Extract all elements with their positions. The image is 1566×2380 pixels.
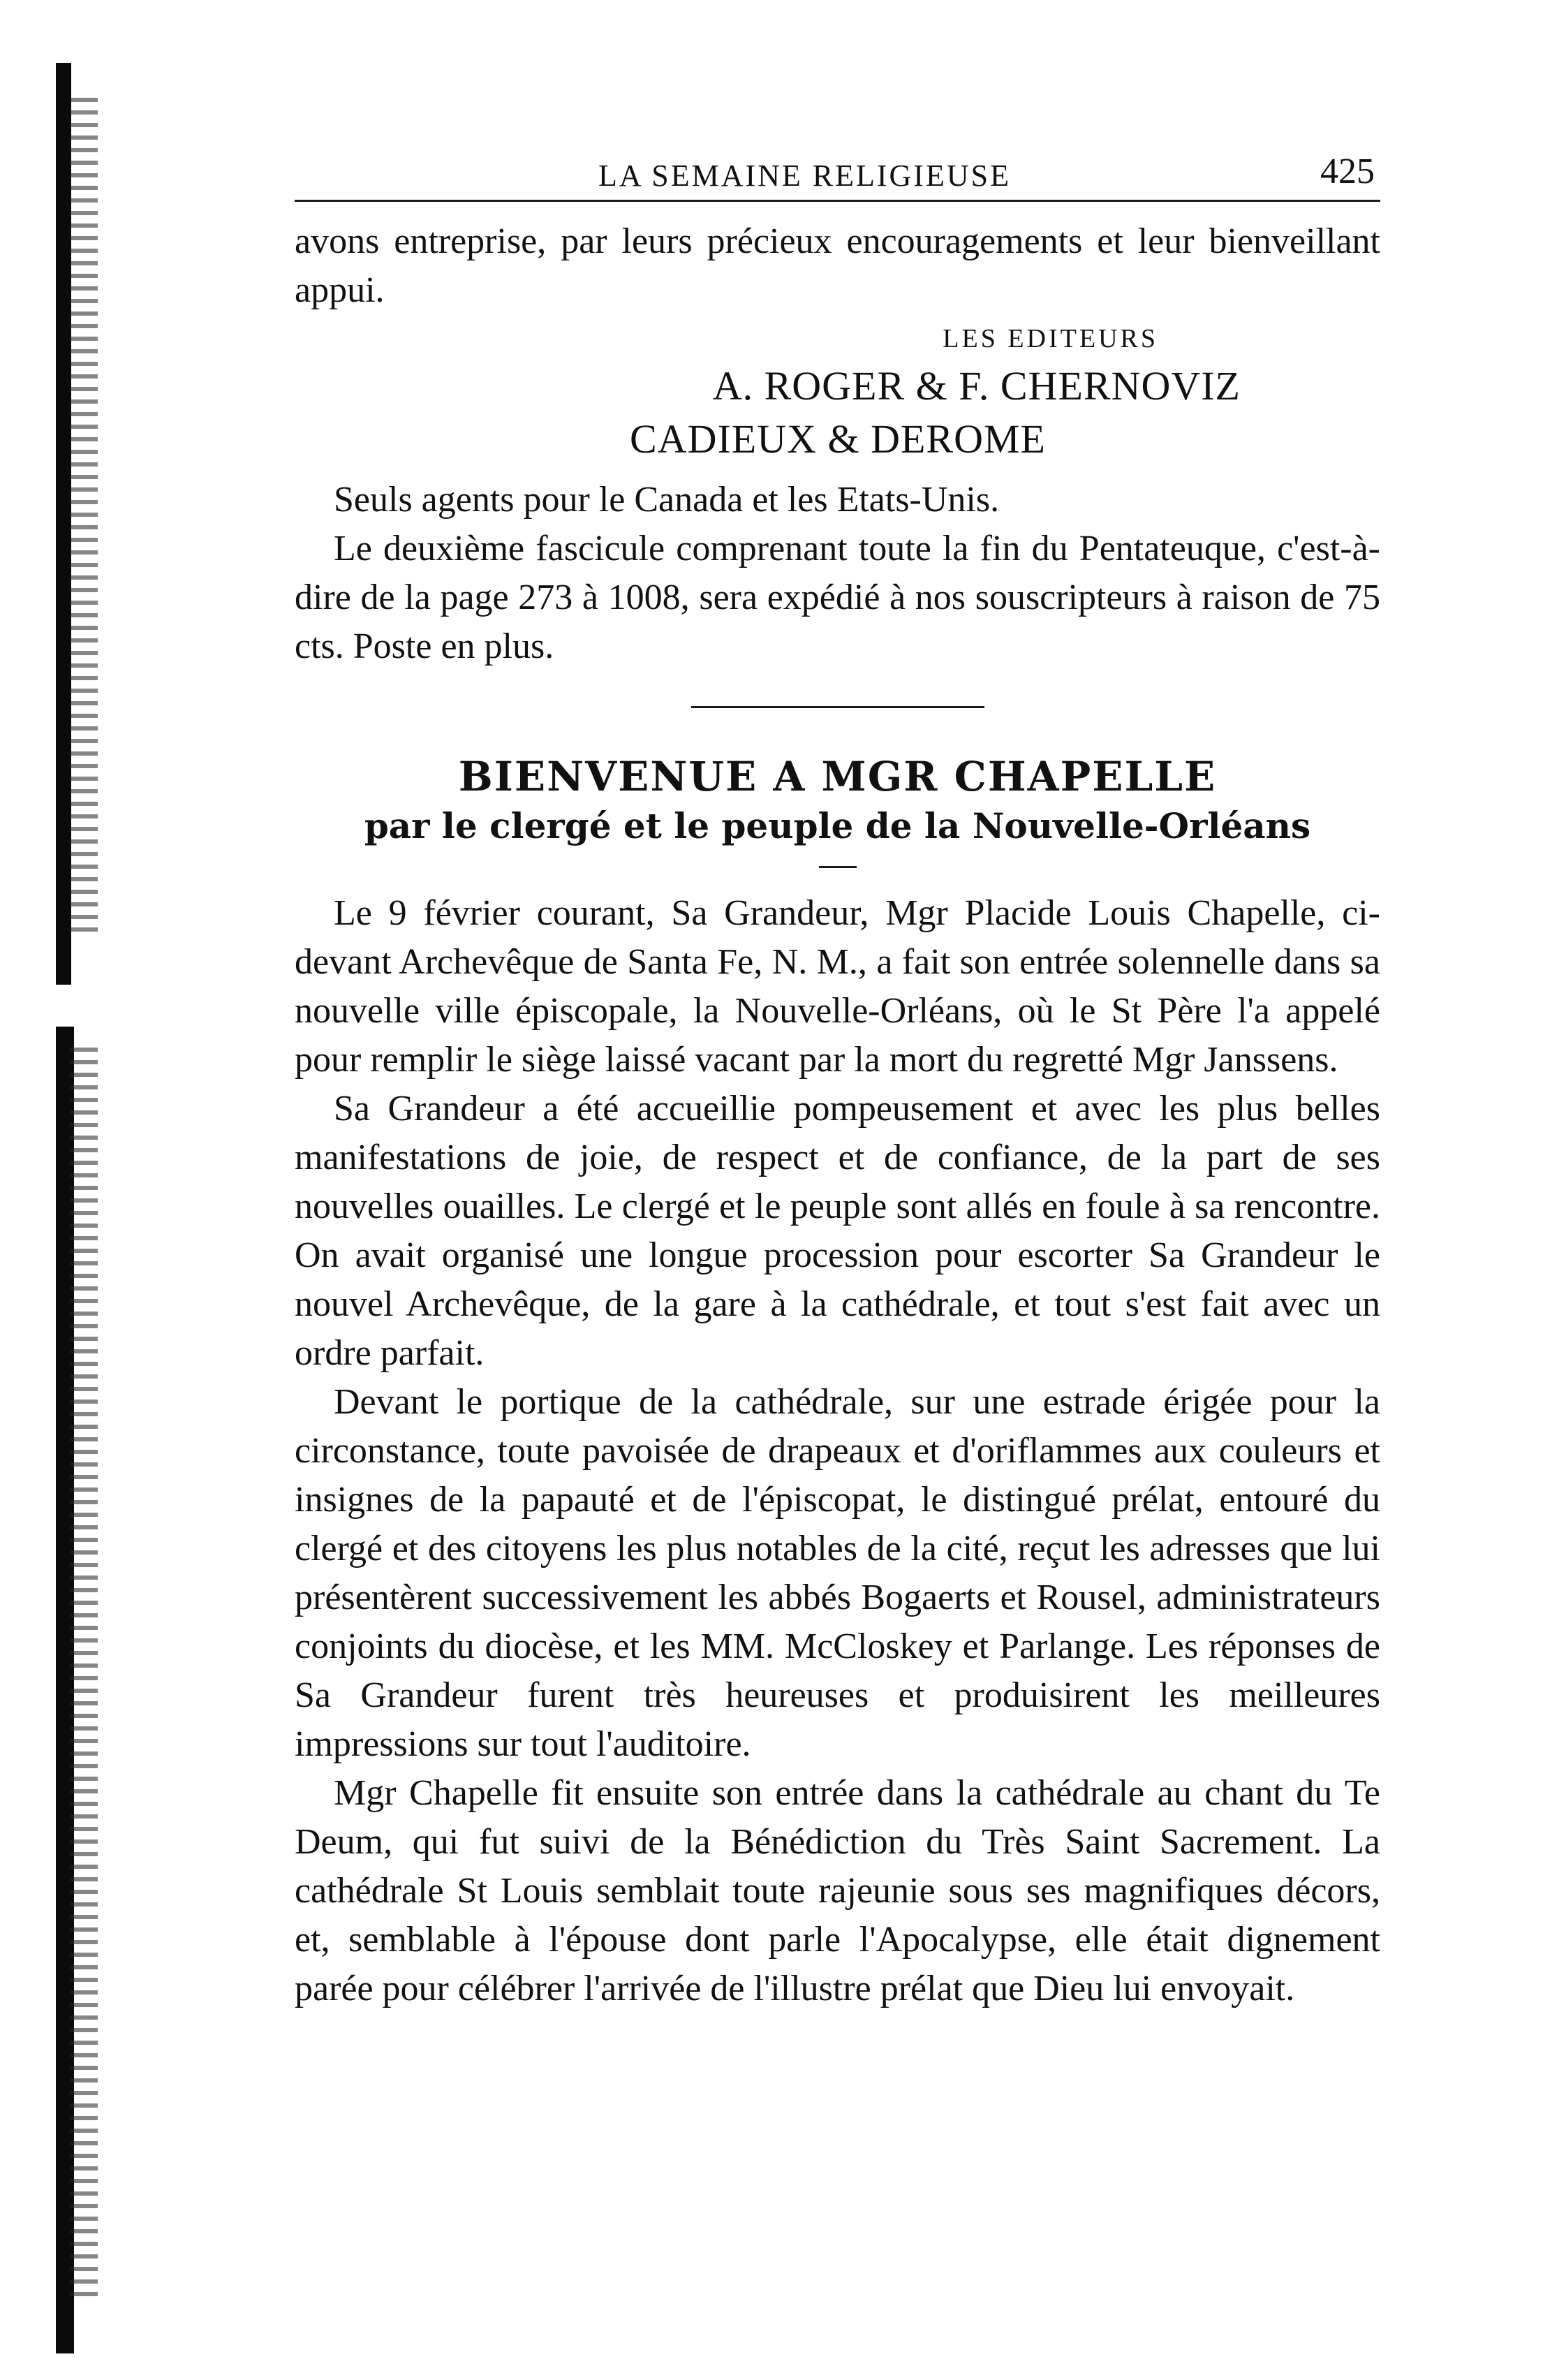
article-paragraph-2: Sa Grandeur a été accueillie pompeusement et avec les plus belles manifestations de joie, de respect et de confiance, de la part de ses nouvelles ouailles. Le clergé et le peuple sont allés en foule à sa rencontre. On avait organisé une longue procession pour escorter Sa Grandeur le nouvel Archevêque, de la gare à la cathédrale, et tout s'est fait avec un ordre parfait. xyxy=(295,1089,1380,1373)
fascicle-notice: Le deuxième fascicule comprenant toute la fin du Pentateuque, c'est-à-dire de la page 273 à 1008, sera expédié à nos souscripteurs à raison de 75 cts. Poste en plus. xyxy=(295,529,1380,666)
scan-binding-edge-upper xyxy=(56,63,71,985)
running-title: LA SEMAINE RELIGIEUSE xyxy=(598,159,1011,193)
header-rule xyxy=(295,200,1380,202)
editors-line-2: CADIEUX & DEROME xyxy=(630,416,1046,462)
editors-line-1: A. ROGER & F. CHERNOVIZ xyxy=(712,363,1241,409)
section-separator xyxy=(691,706,984,708)
title-dash xyxy=(819,866,857,868)
running-header xyxy=(295,147,1380,196)
article-title: BIENVENUE A MGR CHAPELLE xyxy=(458,753,1217,800)
page-number: 425 xyxy=(1320,152,1375,191)
editors-label: LES EDITEURS xyxy=(943,324,1158,353)
agents-notice: Seuls agents pour le Canada et les Etats-Unis. xyxy=(334,480,1000,520)
article-subtitle: par le clergé et le peuple de la Nouvelle-Orléans xyxy=(364,805,1311,846)
notice-continuation: avons entreprise, par leurs précieux encouragements et leur bienveillant appui. xyxy=(295,221,1380,310)
article-paragraph-1: Le 9 février courant, Sa Grandeur, Mgr Placide Louis Chapelle, ci-devant Archevêque de Santa Fe, N. M., a fait son entrée solennelle dans sa nouvelle ville épiscopale, la Nouvelle-Orléans, où le St Père l'a appelé pour remplir le siège laissé vacant par la mort du regretté Mgr Janssens. xyxy=(295,893,1380,1080)
book-page xyxy=(295,147,1380,2013)
scan-noise-upper xyxy=(70,98,98,936)
article-paragraph-4: Mgr Chapelle fit ensuite son entrée dans la cathédrale au chant du Te Deum, qui fut suivi de la Bénédiction du Très Saint Sacrement. La cathédrale St Louis semblait toute rajeunie sous ses magnifiques décors, et, semblable à l'épouse dont parle l'Apocalypse, elle était dignement parée pour célébrer l'arrivée de l'illustre prélat que Dieu lui envoyait. xyxy=(295,1773,1380,2008)
scan-noise-lower xyxy=(70,1048,98,2305)
article-paragraph-3: Devant le portique de la cathédrale, sur une estrade érigée pour la circonstance, toute pavoisée de drapeaux et d'oriflammes aux couleurs et insignes de la papauté et de l'épiscopat, le distingué prélat, entouré du clergé et des citoyens les plus notables de la cité, reçut les adresses que lui présentèrent successivement les abbés Bogaerts et Rousel, administrateurs conjoints du diocèse, et les MM. McCloskey et Parlange. Les réponses de Sa Grandeur furent très heureuses et produisirent les meilleures impressions sur tout l'auditoire. xyxy=(295,1382,1380,1764)
